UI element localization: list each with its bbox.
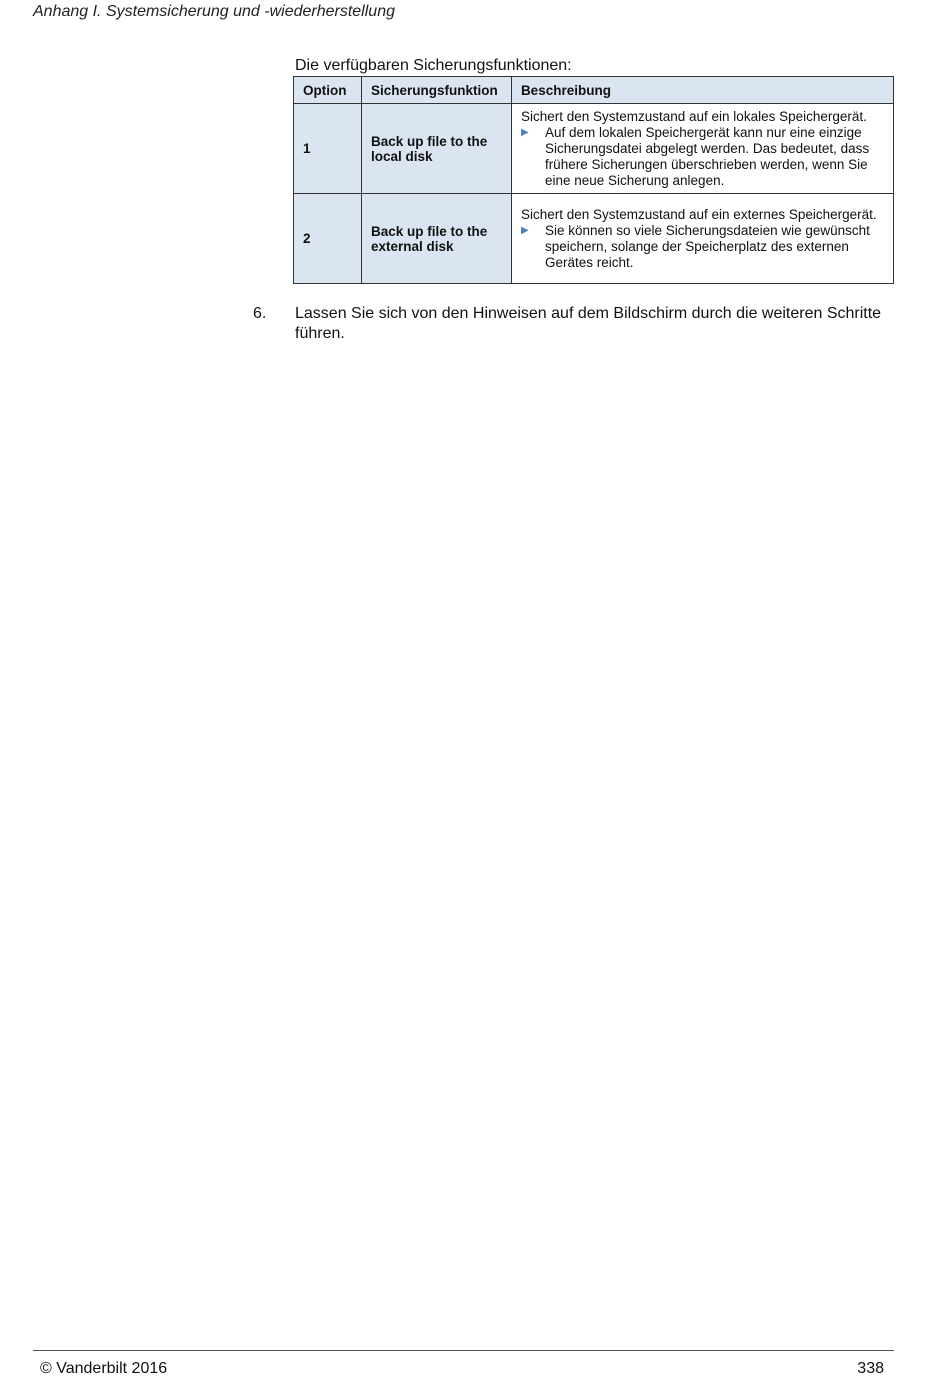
description-text: Sichert den Systemzustand auf ein externes Speichergerät. xyxy=(520,206,877,222)
column-header-description: Beschreibung xyxy=(511,77,893,104)
column-header-option: Option xyxy=(294,77,362,104)
footer-copyright: © Vanderbilt 2016 xyxy=(40,1360,168,1377)
description-cell xyxy=(511,194,893,284)
option-cell: 2 xyxy=(294,194,362,284)
footer-divider xyxy=(33,1350,894,1351)
description-bullet xyxy=(521,223,884,271)
triangle-right-icon: ▶ xyxy=(520,224,529,236)
function-cell: Back up file to the local disk xyxy=(361,104,511,194)
option-cell: 1 xyxy=(294,104,362,194)
table-row xyxy=(294,104,894,194)
step-number: 6. xyxy=(253,305,267,322)
step-item xyxy=(253,304,893,344)
footer-page-number: 338 xyxy=(857,1360,884,1377)
table-header-row xyxy=(294,77,894,104)
description-bullet xyxy=(521,125,884,189)
bullet-text: Auf dem lokalen Speichergerät kann nur eine einzige Sicherungsdatei abgelegt werden. Das bedeutet, dass frühere Sicherungen überschrieben werden, wenn Sie eine neue Sicherung anlegen. xyxy=(544,124,870,188)
description-cell xyxy=(511,104,893,194)
description-text: Sichert den Systemzustand auf ein lokales Speichergerät. xyxy=(520,108,867,124)
page-header-title: Anhang I. Systemsicherung und -wiederherstellung xyxy=(33,3,395,20)
triangle-right-icon: ▶ xyxy=(520,126,529,138)
step-text: Lassen Sie sich von den Hinweisen auf dem Bildschirm durch die weiteren Schritte führen. xyxy=(295,305,882,342)
intro-text: Die verfügbaren Sicherungsfunktionen: xyxy=(295,57,572,74)
bullet-text: Sie können so viele Sicherungsdateien wie gewünscht speichern, solange der Speicherplatz des externen Gerätes reicht. xyxy=(544,222,870,270)
table-row xyxy=(294,194,894,284)
function-cell: Back up file to the external disk xyxy=(361,194,511,284)
backup-functions-table xyxy=(293,76,894,284)
column-header-function: Sicherungsfunktion xyxy=(361,77,511,104)
